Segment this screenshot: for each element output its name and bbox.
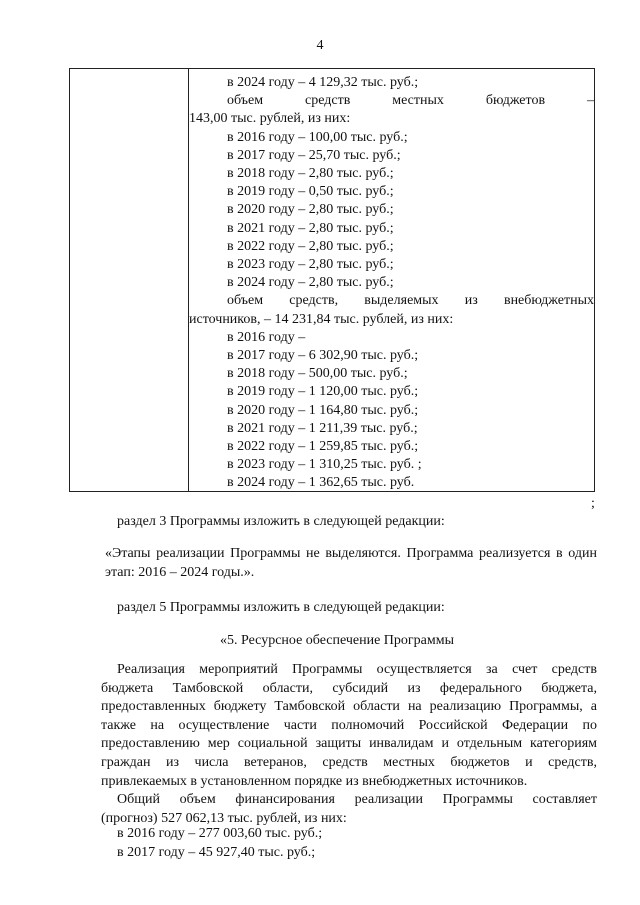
funding-table: [69, 68, 595, 492]
table-line: в 2020 году – 2,80 тыс. руб.;: [227, 202, 394, 218]
table-line: в 2019 году – 1 120,00 тыс. руб.;: [227, 384, 419, 400]
paragraph-line: предоставленных бюджету Тамбовской области на реализацию Программы, а: [101, 699, 597, 715]
paragraph-line: граждан из числа ветеранов, средств местных бюджетов и средств,: [101, 754, 597, 770]
table-line: в 2024 году – 1 362,65 тыс. руб.: [227, 475, 415, 491]
table-line: в 2016 году –: [227, 329, 306, 345]
table-line: в 2018 году – 2,80 тыс. руб.;: [227, 166, 394, 182]
table-line: в 2021 году – 1 211,39 тыс. руб.;: [227, 420, 418, 436]
table-line: в 2020 году – 1 164,80 тыс. руб.;: [227, 402, 419, 418]
table-right-cell: [189, 74, 594, 493]
section5-instruction: раздел 5 Программы изложить в следующей редакции:: [117, 600, 445, 615]
table-line: 143,00 тыс. рублей, из них:: [189, 111, 351, 127]
table-line: в 2016 году – 100,00 тыс. руб.;: [227, 129, 408, 145]
table-line: в 2017 году – 25,70 тыс. руб.;: [227, 147, 401, 163]
paragraph-line: также на осуществление части полномочий Российской Федерации по: [101, 717, 597, 733]
table-line: в 2022 году – 2,80 тыс. руб.;: [227, 238, 394, 254]
table-line: в 2024 году – 4 129,32 тыс. руб.;: [227, 75, 419, 90]
resource-paragraph: [101, 661, 597, 828]
year-line: в 2016 году – 277 003,60 тыс. руб.;: [117, 826, 323, 841]
table-line: в 2022 году – 1 259,85 тыс. руб.;: [227, 439, 419, 455]
table-end-semicolon: ;: [591, 496, 595, 511]
table-line: в 2023 году – 2,80 тыс. руб.;: [227, 257, 394, 273]
table-line: объем средств местных бюджетов –: [227, 93, 594, 109]
page-number: 4: [316, 38, 324, 53]
year-line: в 2017 году – 45 927,40 тыс. руб.;: [117, 845, 316, 860]
paragraph-line: бюджета Тамбовской области, субсидий из федерального бюджета,: [101, 680, 597, 696]
table-line: в 2017 году – 6 302,90 тыс. руб.;: [227, 348, 419, 364]
paragraph-line: Общий объем финансирования реализации Программы составляет: [117, 792, 597, 808]
table-line: в 2018 году – 500,00 тыс. руб.;: [227, 366, 408, 382]
table-line: в 2023 году – 1 310,25 тыс. руб. ;: [227, 457, 422, 473]
table-line: источников, – 14 231,84 тыс. рублей, из них:: [189, 311, 454, 327]
table-line: в 2021 году – 2,80 тыс. руб.;: [227, 220, 394, 236]
paragraph-line: предоставлению мер социальной защиты инвалидам и отдельным категориям: [101, 736, 597, 752]
paragraph-line: привлекаемых в установленном порядке из внебюджетных источников.: [101, 773, 528, 789]
table-line: в 2019 году – 0,50 тыс. руб.;: [227, 184, 394, 200]
paragraph-line: Реализация мероприятий Программы осуществляется за счет средств: [117, 662, 597, 677]
stages-paragraph: «Этапы реализации Программы не выделяются. Программа реализуется в один этап: 2016 – 2024 годы.».: [105, 546, 597, 580]
paragraph-line: (прогноз) 527 062,13 тыс. рублей, из них:: [101, 810, 347, 826]
table-line: в 2024 году – 2,80 тыс. руб.;: [227, 275, 394, 291]
section5-heading: «5. Ресурсное обеспечение Программы: [220, 633, 455, 648]
table-line: объем средств, выделяемых из внебюджетных: [227, 293, 594, 309]
section3-instruction: раздел 3 Программы изложить в следующей редакции:: [117, 514, 445, 529]
